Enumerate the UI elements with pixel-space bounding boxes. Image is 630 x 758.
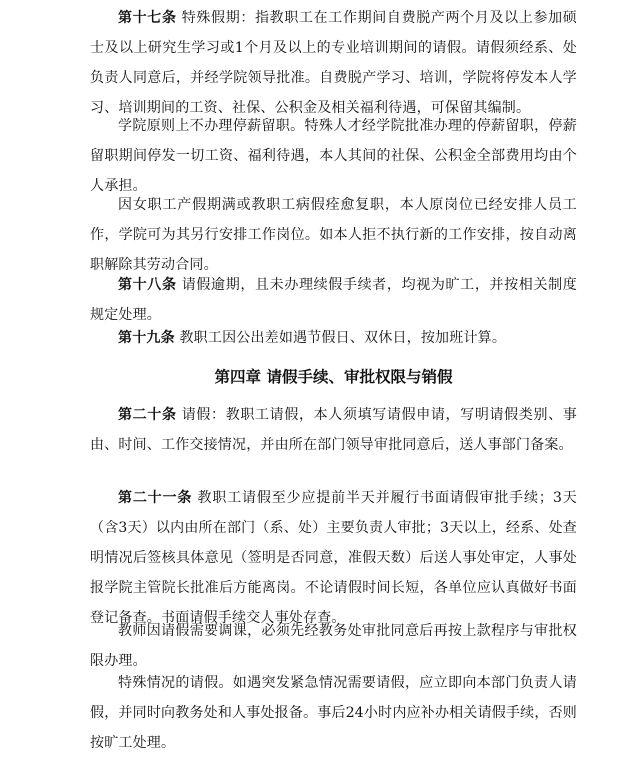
- article-19-label: 第十九条: [118, 330, 175, 346]
- article-17-paragraph: [90, 3, 577, 123]
- article-17-text: 特殊假期：指教职工在工作期间自费脱产两个月及以上参加硕士及以上研究生学习或1个月及以上的专业培训期间的请假。请假须经系、处负责人同意后，并经学院领导批准。自费脱产学习、培训，学院将停发本人学习、培训期间的工资、社保、公积金及相关福利待遇，可保留其编制。: [90, 10, 577, 116]
- article-17-label: 第十七条: [118, 10, 177, 26]
- female-staff-reinstatement-paragraph: 因女职工产假期满或教职工病假痊愈复职，本人原岗位已经安排人员工作，学院可为其另行安排工作岗位。如本人拒不执行新的工作安排，按自动离职解除其劳动合同。: [90, 197, 577, 273]
- article-20-text: 请假：教职工请假，本人须填写请假申请，写明请假类别、事由、时间、工作交接情况，并由所在部门领导审批同意后，送人事部门备案。: [90, 407, 577, 453]
- article-19-paragraph: [90, 323, 577, 353]
- article-21-text: 教职工请假至少应提前半天并履行书面请假审批手续；3天（含3天）以内由所在部门（系、处）主要负责人审批；3天以上，经系、处查明情况后签核具体意见（签明是否同意，准假天数）后送人事处审定，人事处报学院主管院长批准后方能离岗。不论请假时间长短，各单位应认真做好书面登记备查。书面请假手续交人事处存查。: [90, 490, 578, 626]
- chapter-4-title: 第四章 请假手续、审批权限与销假: [214, 368, 453, 386]
- teacher-course-adjustment-paragraph: 教师因请假需要调课，必须先经教务处审批同意后再按上款程序与审批权限办理。: [90, 623, 577, 669]
- article-20-label: 第二十条: [118, 407, 177, 423]
- article-21-paragraph: [90, 483, 577, 633]
- article-21-label: 第二十一条: [118, 490, 193, 506]
- no-salary-leave-paragraph: 学院原则上不办理停薪留职。特殊人才经学院批准办理的停薪留职，停薪留职期间停发一切工资、福利待遇，本人其间的社保、公积金全部费用均由个人承担。: [90, 118, 577, 194]
- article-18-paragraph: [90, 270, 577, 330]
- article-18-label: 第十八条: [118, 277, 177, 293]
- article-20-paragraph: [90, 400, 577, 460]
- special-circumstances-paragraph: 特殊情况的请假。如遇突发紧急情况需要请假，应立即向本部门负责人请假，并同时向教务处和人事处报备。事后24小时内应补办相关请假手续，否则按旷工处理。: [90, 675, 577, 751]
- article-18-text: 请假逾期，且未办理续假手续者，均视为旷工，并按相关制度规定处理。: [90, 277, 577, 323]
- article-19-text: 教职工因公出差如遇节假日、双休日，按加班计算。: [174, 330, 507, 346]
